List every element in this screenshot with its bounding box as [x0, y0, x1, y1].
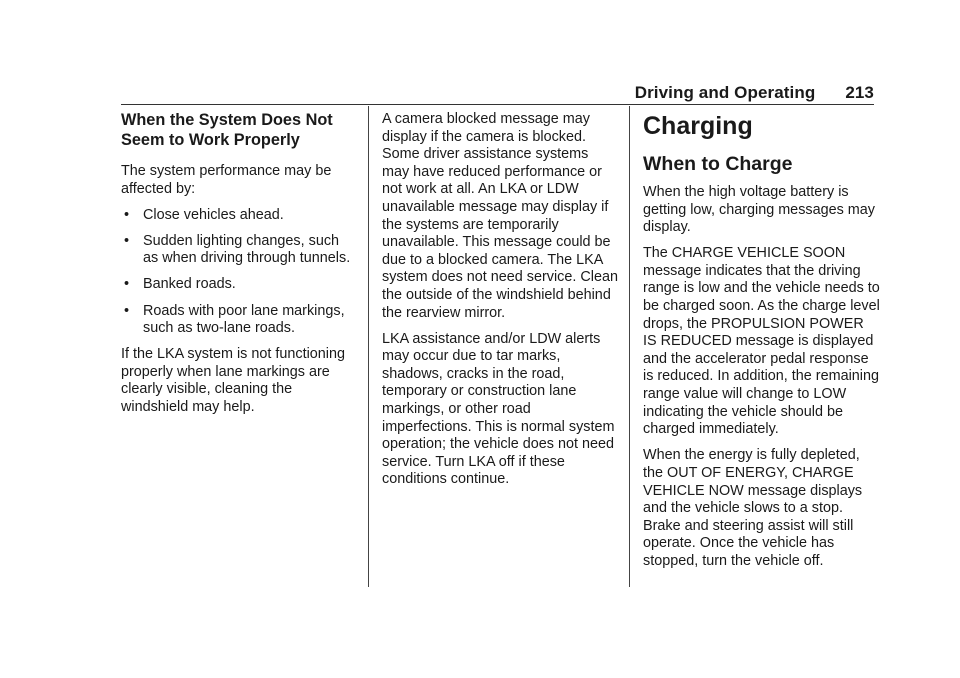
bullet-icon: • — [124, 302, 130, 319]
header-rule — [121, 104, 874, 105]
column-left — [121, 111, 353, 425]
chapter-title: Charging — [643, 112, 753, 140]
list-item: • Close vehicles ahead. — [124, 206, 284, 223]
column-middle — [382, 111, 618, 497]
bullet-list — [121, 207, 353, 338]
list-item: • Roads with poor lane markings, such as two-lane roads. — [124, 302, 345, 337]
list-item: • Banked roads. — [124, 276, 236, 293]
list-item: • Sudden lighting changes, such as when driving through tunnels. — [124, 232, 351, 267]
bullet-icon: • — [124, 232, 130, 249]
body-paragraph: LKA assistance and/or LDW alerts may occur due to tar marks, shadows, cracks in the road, temporary or construction lane markings, or other road imperfections. This is normal system operation; the vehicle does not need service. Turn LKA off if these conditions continue. — [382, 330, 615, 488]
section-title: Driving and Operating — [634, 83, 816, 102]
body-paragraph: The CHARGE VEHICLE SOON message indicates that the driving range is low and the vehicle needs to be charged soon. As the charge level drops, the PROPULSION POWER IS REDUCED message is displayed and the accelerator pedal response is reduced. In addition, the remaining range value will change to LOW indicating the vehicle should be charged immediately. — [643, 245, 880, 438]
intro-paragraph: The system performance may be affected by: — [121, 163, 332, 197]
section-heading: When to Charge — [643, 153, 793, 175]
body-paragraph: When the energy is fully depleted, the OUT OF ENERGY, CHARGE VEHICLE NOW message displays and the vehicle slows to a stop. Brake and steering assist will still operate. Once the vehicle has stopped, turn the vehicle off. — [643, 447, 863, 569]
body-paragraph: A camera blocked message may display if the camera is blocked. Some driver assistance systems may have reduced performance or not work at all. An LKA or LDW unavailable message may display if the systems are temporarily unavailable. This message could be due to a blocked camera. The LKA system does not need service. Clean the outside of the windshield behind the rearview mirror. — [382, 111, 618, 321]
page-number: 213 — [845, 83, 874, 102]
bullet-icon: • — [124, 206, 130, 223]
running-header — [635, 83, 874, 103]
body-paragraph: When the high voltage battery is getting low, charging messages may display. — [643, 184, 875, 236]
column-right — [643, 111, 881, 579]
subsection-heading: When the System Does Not Seem to Work Properly — [121, 111, 333, 149]
bullet-icon: • — [124, 276, 130, 293]
column-divider — [629, 106, 630, 587]
column-divider — [368, 106, 369, 587]
closing-paragraph: If the LKA system is not functioning properly when lane markings are clearly visible, cleaning the windshield may help. — [121, 346, 345, 416]
